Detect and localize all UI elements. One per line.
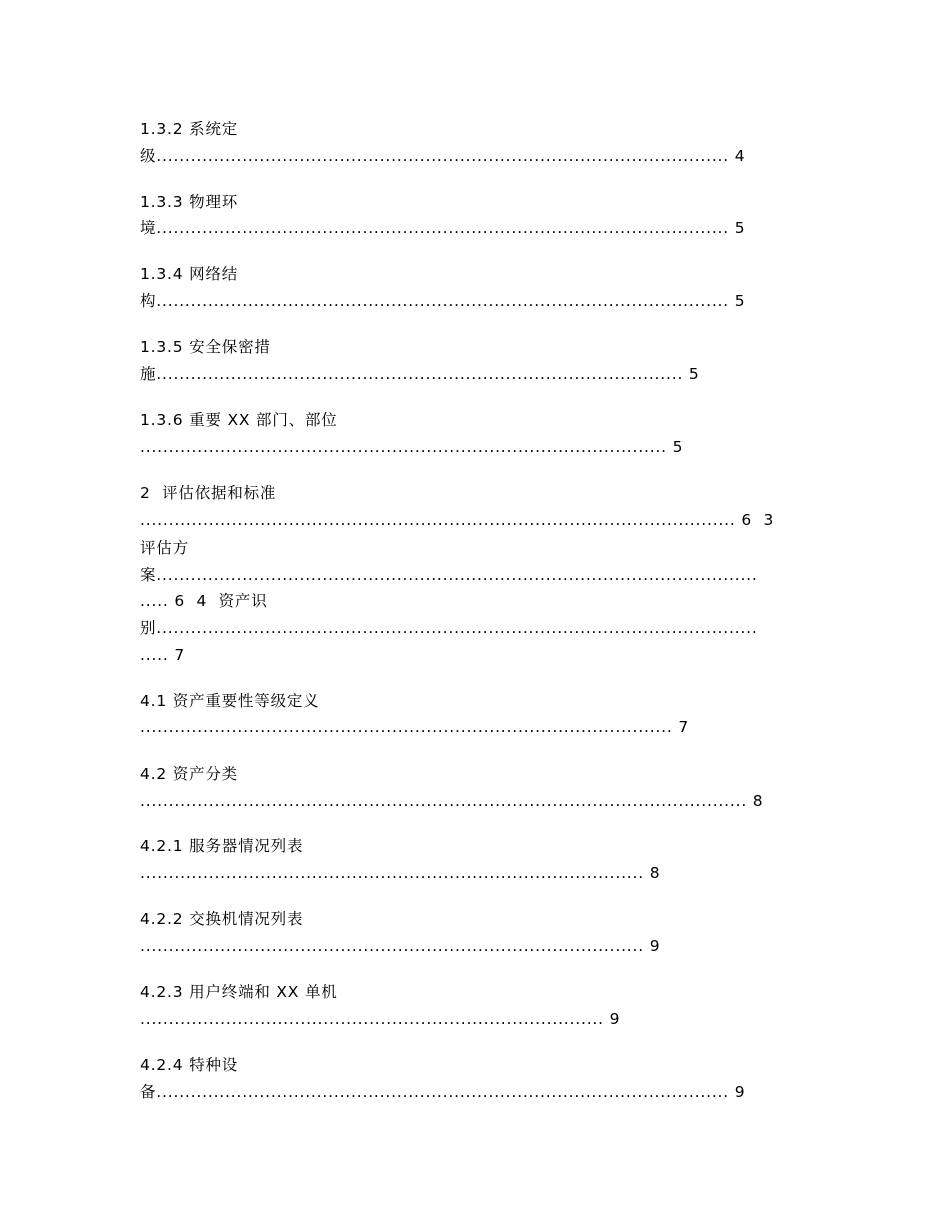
toc-heading-4-1: 4.1 资产重要性等级定义 (140, 692, 320, 710)
toc-leader-4: 别......................................................................................................... (140, 619, 758, 637)
toc-leader-4-page: ..... 7 (140, 646, 186, 664)
toc-heading-4-2-3: 4.2.3 用户终端和 XX 单机 (140, 983, 338, 1001)
toc-leader-2: ........................................................................................................ 6 3 (140, 511, 775, 529)
toc-heading-2: 2 评估依据和标准 (140, 484, 277, 502)
toc-heading-1-3-4: 1.3.4 网络结 (140, 265, 239, 283)
toc-heading-4-2-1: 4.2.1 服务器情况列表 (140, 837, 304, 855)
toc-heading-1-3-2: 1.3.2 系统定 (140, 120, 239, 138)
toc-leader-4-2-3: ................................................................................. 9 (140, 1010, 621, 1028)
toc-heading-3: 评估方 (140, 539, 189, 557)
toc-leader-1-3-5: 施............................................................................................ 5 (140, 365, 700, 383)
toc-leader-1-3-4: 构.................................................................................................... 5 (140, 292, 746, 310)
toc-leader-3: 案......................................................................................................... (140, 566, 758, 584)
toc-leader-4-2: .......................................................................................................... 8 (140, 792, 764, 810)
toc-leader-4-1: ............................................................................................. 7 (140, 718, 689, 736)
toc-leader-4-2-4: 备.................................................................................................... 9 (140, 1083, 746, 1101)
toc-heading-1-3-5: 1.3.5 安全保密措 (140, 338, 271, 356)
toc-heading-4-2: 4.2 资产分类 (140, 765, 238, 783)
toc-leader-1-3-6: ............................................................................................ 5 (140, 438, 684, 456)
toc-heading-4-2-2: 4.2.2 交换机情况列表 (140, 910, 304, 928)
toc-heading-1-3-3: 1.3.3 物理环 (140, 193, 239, 211)
toc-leader-4-2-2: ........................................................................................ 9 (140, 937, 661, 955)
toc-leader-1-3-2: 级.................................................................................................... 4 (140, 147, 746, 165)
toc-heading-4: ..... 6 4 资产识 (140, 592, 268, 610)
toc-heading-1-3-6: 1.3.6 重要 XX 部门、部位 (140, 411, 338, 429)
toc-leader-4-2-1: ........................................................................................ 8 (140, 864, 661, 882)
toc-heading-4-2-4: 4.2.4 特种设 (140, 1056, 239, 1074)
toc-leader-1-3-3: 境.................................................................................................... 5 (140, 219, 746, 237)
